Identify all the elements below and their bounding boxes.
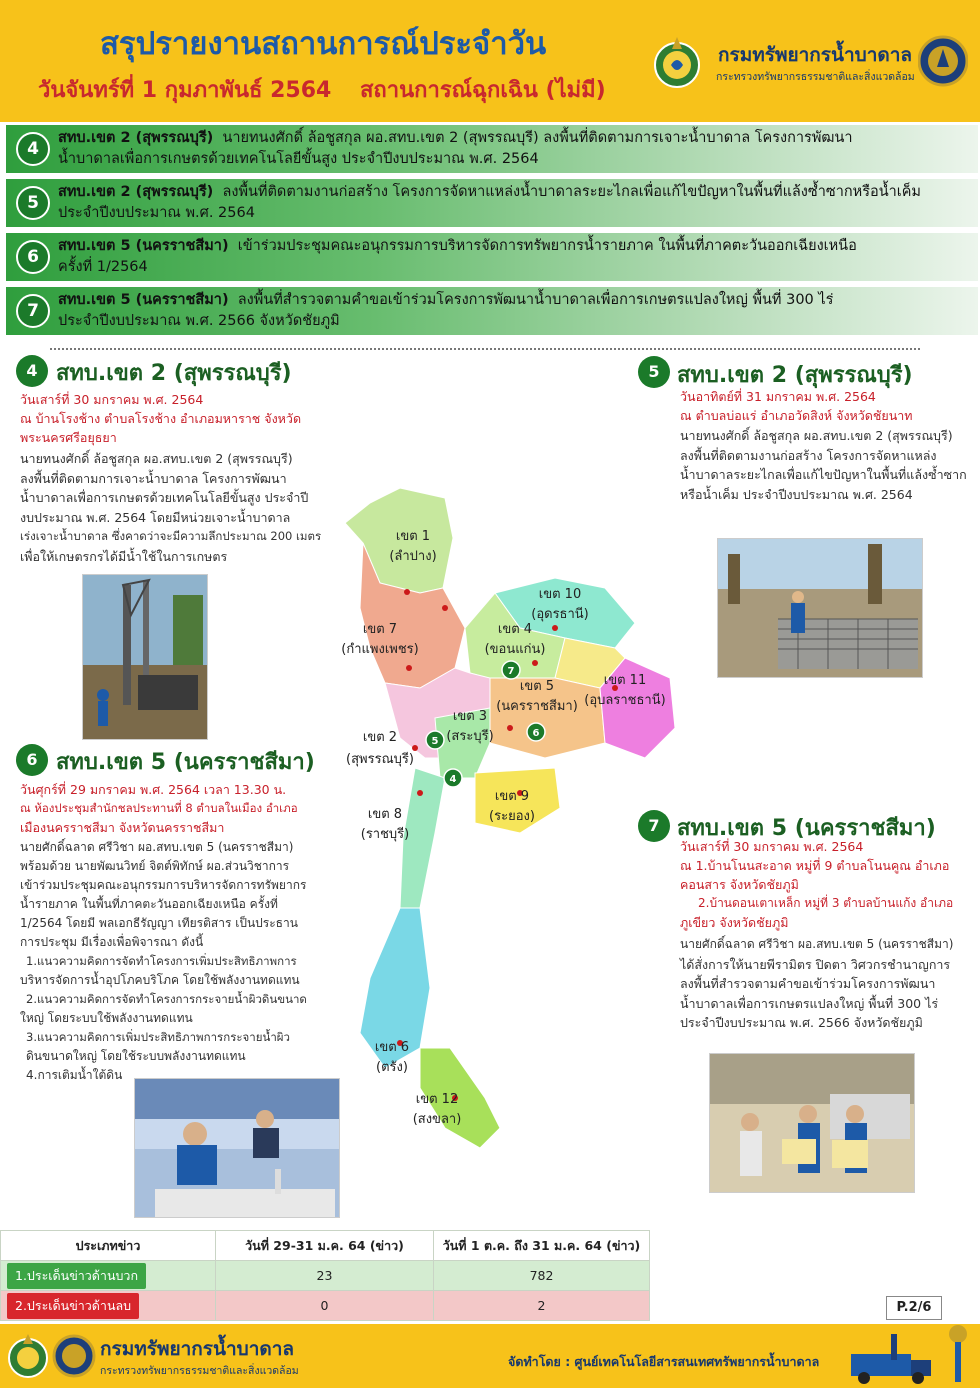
ministry-emblem-icon (918, 33, 968, 89)
ministry-emblem-icon (52, 1332, 96, 1380)
section-5-place: ณ ตำบลบ่อแร่ อำเภอวัดสิงห์ จังหวัดชัยนาท (680, 408, 913, 423)
report-date: วันจันทร์ที่ 1 กุมภาพันธ์ 2564 (38, 78, 332, 103)
section-5-title: สทบ.เขต 2 (สุพรรณบุรี) (677, 363, 913, 388)
section-5-body (680, 426, 970, 504)
body-line: 4.การเติมน้ำใต้ดิน (26, 1068, 123, 1082)
section-6-title: สทบ.เขต 5 (นครราชสีมา) (56, 750, 315, 775)
map-label: (ลำปาง) (389, 549, 437, 564)
summary-line1: ลงพื้นที่ติดตามงานก่อสร้าง โครงการจัดหาแหล่งน้ำบาดาลระยะไกลเพื่อแก้ไขปัญหาในพื้นที่แล้งซ้ำซากหรือน้ำเค็ม (222, 184, 921, 200)
map-label: เขต 2 (362, 730, 398, 745)
summary-unit: สทบ.เขต 2 (สุพรรณบุรี) (58, 130, 214, 146)
body-line: นายศักดิ์ฉลาด ศรีวิชา ผอ.สทบ.เขต 5 (นครราชสีมา) (20, 840, 294, 854)
body-line: เร่งเจาะน้ำบาดาล ซึ่งคาดว่าจะมีความลึกประมาณ 200 เมตร (20, 529, 322, 543)
map-label: (สระบุรี) (446, 729, 494, 744)
construction-photo (717, 538, 923, 678)
summary-row-number: 4 (16, 132, 50, 166)
body-line: 1.แนวความคิดการจัดทำโครงการเพิ่มประสิทธิภาพการ (26, 954, 297, 968)
body-line: ลงพื้นที่ติดตามงานก่อสร้าง โครงการจัดหาแหล่ง (680, 447, 937, 463)
meeting-photo (134, 1078, 340, 1218)
body-line: เพื่อให้เกษตรกรได้มีน้ำใช้ในการเกษตร (20, 548, 228, 564)
table-row (1, 1291, 650, 1321)
summary-line1: เข้าร่วมประชุมคณะอนุกรรมการบริหารจัดการทรัพยากรน้ำรายภาค ในพื้นที่ภาคตะวันออกเฉียงเหนือ (237, 238, 857, 254)
summary-row-number: 7 (16, 294, 50, 328)
section-7-number: 7 (638, 810, 670, 842)
section-6-number: 6 (16, 744, 48, 776)
field-survey-photo (709, 1053, 915, 1193)
map-label: (ราชบุรี) (360, 827, 410, 842)
map-label: เขต 3 (452, 709, 488, 724)
map-marker-5: 5 (431, 736, 439, 747)
summary-line2: ครั้งที่ 1/2564 (58, 259, 148, 275)
body-line: หรือน้ำเค็ม ประจำปีงบประมาณ พ.ศ. 2564 (680, 486, 913, 502)
map-label: เขต 12 (415, 1092, 459, 1107)
map-label: (อุดรธานี) (531, 607, 589, 622)
divider (50, 348, 920, 350)
map-label: (ระยอง) (489, 809, 535, 824)
map-label: เขต 7 (362, 622, 398, 637)
body-line: 3.แนวความคิดการเพิ่มประสิทธิภาพการกระจายน้ำผิว (26, 1030, 290, 1044)
body-line: พร้อมด้วย นายพัฒนวิทย์ จิตต์พิทักษ์ ผอ.ส่วนวิชาการ (20, 859, 290, 873)
summary-row (6, 233, 978, 281)
map-label: เขต 10 (538, 587, 582, 602)
section-6-place: เมืองนครราชสีมา จังหวัดนครราชสีมา (20, 820, 225, 835)
section-4-number: 4 (16, 355, 48, 387)
news-stats-table (0, 1230, 650, 1321)
page-title: สรุปรายงานสถานการณ์ประจำวัน (100, 26, 547, 62)
section-7-body (680, 935, 970, 1033)
section-7-place: 2.บ้านดอนเตาเหล็ก หมู่ที่ 3 ตำบลบ้านแก้ง อำเภอ (698, 896, 954, 910)
thailand-region-map (325, 488, 690, 1153)
body-line: น้ำบาดาลเพื่อการเกษตรแปลงใหญ่ พื้นที่ 300 ไร่ (680, 995, 939, 1011)
negative-news-label: 2.ประเด็นข่าวด้านลบ (7, 1293, 139, 1319)
footer-banner (0, 1324, 980, 1388)
summary-row-number: 5 (16, 186, 50, 220)
body-line: เข้าร่วมประชุมคณะอนุกรรมการบริหารจัดการทรัพยากร (20, 878, 307, 892)
summary-unit: สทบ.เขต 5 (นครราชสีมา) (58, 238, 229, 254)
body-line: บริหารจัดการน้ำอุปโภคบริโภค โดยใช้พลังงานทดแทน (20, 973, 300, 987)
summary-line2: ประจำปีงบประมาณ พ.ศ. 2566 จังหวัดชัยภูมิ (58, 313, 340, 329)
map-label: (อุบลราชธานี) (584, 693, 666, 708)
footer-credit: จัดทำโดย : ศูนย์เทคโนโลยีสารสนเทศทรัพยากรน้ำบาดาล (508, 1354, 820, 1369)
section-7-date: วันเสาร์ที่ 30 มกราคม พ.ศ. 2564 (680, 839, 864, 854)
footer-org-name: กรมทรัพยากรน้ำบาดาล (100, 1338, 295, 1360)
section-4-title: สทบ.เขต 2 (สุพรรณบุรี) (56, 361, 292, 386)
body-line: ลงพื้นที่สำรวจตามคำขอเข้าร่วมโครงการพัฒนา (680, 976, 936, 991)
section-4-body (20, 449, 340, 566)
table-header: วันที่ 29-31 ม.ค. 64 (ข่าว) (216, 1231, 434, 1261)
summary-line2: ประจำปีงบประมาณ พ.ศ. 2564 (58, 205, 255, 221)
map-label: (สงขลา) (412, 1112, 462, 1127)
drilling-rig-photo (82, 574, 208, 740)
map-label: (ขอนแก่น) (484, 642, 546, 657)
header-banner (0, 0, 980, 122)
body-line: 2.แนวความคิดการจัดทำโครงการกระจายน้ำผิวดินขนาด (26, 992, 307, 1006)
map-label: (สุพรรณบุรี) (346, 752, 414, 767)
summary-row (6, 179, 978, 227)
table-cell: 782 (434, 1261, 650, 1291)
section-7-place: ณ 1.บ้านโนนสะอาด หมู่ที่ 9 ตำบลโนนคูณ อำเภอ (680, 858, 950, 873)
section-5-number: 5 (638, 356, 670, 388)
body-line: ได้สั่งการให้นายพีรามิตร ปิดตา วิศวกรชำนาญการ (680, 956, 951, 972)
header-org-name: กรมทรัพยากรน้ำบาดาล (718, 44, 913, 66)
positive-news-label: 1.ประเด็นข่าวด้านบวก (7, 1263, 146, 1289)
summary-row (6, 287, 978, 335)
body-line: น้ำบาดาลเพื่อการเกษตรด้วยเทคโนโลยีขั้นสูง ประจำปี (20, 490, 309, 505)
page-number: P.2/6 (886, 1296, 942, 1320)
section-6-date: วันศุกร์ที่ 29 มกราคม พ.ศ. 2564 เวลา 13.30 น. (20, 782, 287, 797)
table-cell: 2 (434, 1291, 650, 1321)
summary-unit: สทบ.เขต 2 (สุพรรณบุรี) (58, 184, 214, 200)
body-line: 1/2564 โดยมี พลเอกธีรัญญา เทียรติสาร เป็นประธาน (20, 916, 298, 930)
map-label: เขต 5 (519, 679, 555, 694)
table-header: ประเภทข่าว (1, 1231, 216, 1261)
section-6-body (20, 838, 325, 1085)
map-label: (นครราชสีมา) (496, 699, 578, 714)
map-marker-6: 6 (532, 728, 540, 739)
section-4-place: ณ บ้านโรงช้าง ตำบลโรงช้าง อำเภอมหาราช จังหวัด (20, 411, 302, 426)
body-line: ใหญ่ โดยระบบใช้พลังงานทดแทน (20, 1011, 193, 1025)
map-label: เขต 6 (374, 1040, 410, 1055)
section-5-date: วันอาทิตย์ที่ 31 มกราคม พ.ศ. 2564 (680, 389, 876, 404)
body-line: การประชุม มีเรื่องเพื่อพิจารณา ดังนี้ (20, 935, 204, 949)
body-line: นายศักดิ์ฉลาด ศรีวิชา ผอ.สทบ.เขต 5 (นครราชสีมา) (680, 937, 954, 951)
map-label: เขต 8 (367, 807, 403, 822)
summary-line1: ลงพื้นที่สำรวจตามคำขอเข้าร่วมโครงการพัฒนาน้ำบาดาลเพื่อการเกษตรแปลงใหญ่ พื้นที่ 300 ไร่ (237, 292, 834, 308)
summary-line1: นายทนงศักดิ์ ล้อชูสกุล ผอ.สทบ.เขต 2 (สุพรรณบุรี) ลงพื้นที่ติดตามการเจาะน้ำบาดาล โครงการพัฒนา (222, 130, 853, 146)
footer-org-sub: กระทรวงทรัพยากรธรรมชาติและสิ่งแวดล้อม (100, 1365, 299, 1377)
body-line: งบประมาณ พ.ศ. 2564 โดยมีหน่วยเจาะน้ำบาดาล (20, 509, 291, 525)
section-4-place: พระนครศรีอยุธยา (20, 430, 117, 445)
department-emblem-icon (652, 35, 702, 90)
body-line: ดินขนาดใหญ่ โดยใช้ระบบพลังงานทดแทน (26, 1049, 246, 1063)
section-6-place: ณ ห้องประชุมสำนักชลประทานที่ 8 ตำบลในเมือง อำเภอ (20, 801, 298, 815)
section-4-date: วันเสาร์ที่ 30 มกราคม พ.ศ. 2564 (20, 392, 204, 407)
map-label: เขต 4 (497, 622, 533, 637)
table-header: วันที่ 1 ต.ค. ถึง 31 ม.ค. 64 (ข่าว) (434, 1231, 650, 1261)
map-marker-7: 7 (507, 666, 515, 677)
table-row (1, 1261, 650, 1291)
department-emblem-icon (6, 1332, 50, 1380)
section-7-place: คอนสาร จังหวัดชัยภูมิ (680, 877, 799, 892)
map-label: เขต 9 (494, 789, 530, 804)
emergency-status: สถานการณ์ฉุกเฉิน (ไม่มี) (360, 78, 606, 103)
body-line: น้ำบาดาลระยะไกลเพื่อแก้ไขปัญหาในพื้นที่แล้งซ้ำซาก (680, 467, 967, 482)
section-7-place: ภูเขียว จังหวัดชัยภูมิ (680, 915, 789, 930)
section-7-title: สทบ.เขต 5 (นครราชสีมา) (677, 816, 936, 841)
body-line: ประจำปีงบประมาณ พ.ศ. 2566 จังหวัดชัยภูมิ (680, 1015, 923, 1030)
table-cell: 23 (216, 1261, 434, 1291)
body-line: นายทนงศักดิ์ ล้อชูสกุล ผอ.สทบ.เขต 2 (สุพรรณบุรี) (680, 428, 953, 443)
body-line: น้ำรายภาค ในพื้นที่ภาคตะวันออกเฉียงเหนือ ครั้งที่ (20, 897, 278, 911)
summary-row (6, 125, 978, 173)
map-label: เขต 1 (395, 529, 431, 544)
header-org-sub: กระทรวงทรัพยากรธรรมชาติและสิ่งแวดล้อม (716, 71, 915, 83)
map-label: (ตรัง) (376, 1060, 408, 1075)
table-header-row (1, 1231, 650, 1261)
body-line: ลงพื้นที่ติดตามการเจาะน้ำบาดาล โครงการพัฒนา (20, 470, 287, 486)
map-marker-4: 4 (449, 774, 457, 785)
summary-line2: น้ำบาดาลเพื่อการเกษตรด้วยเทคโนโลยีขั้นสูง ประจำปีงบประมาณ พ.ศ. 2564 (58, 151, 539, 167)
summary-row-number: 6 (16, 240, 50, 274)
map-label: เขต 11 (603, 673, 647, 688)
drilling-truck-icon (846, 1324, 976, 1388)
summary-unit: สทบ.เขต 5 (นครราชสีมา) (58, 292, 229, 308)
map-label: (กำแพงเพชร) (341, 642, 419, 657)
table-cell: 0 (216, 1291, 434, 1321)
body-line: นายทนงศักดิ์ ล้อชูสกุล ผอ.สทบ.เขต 2 (สุพรรณบุรี) (20, 451, 293, 466)
